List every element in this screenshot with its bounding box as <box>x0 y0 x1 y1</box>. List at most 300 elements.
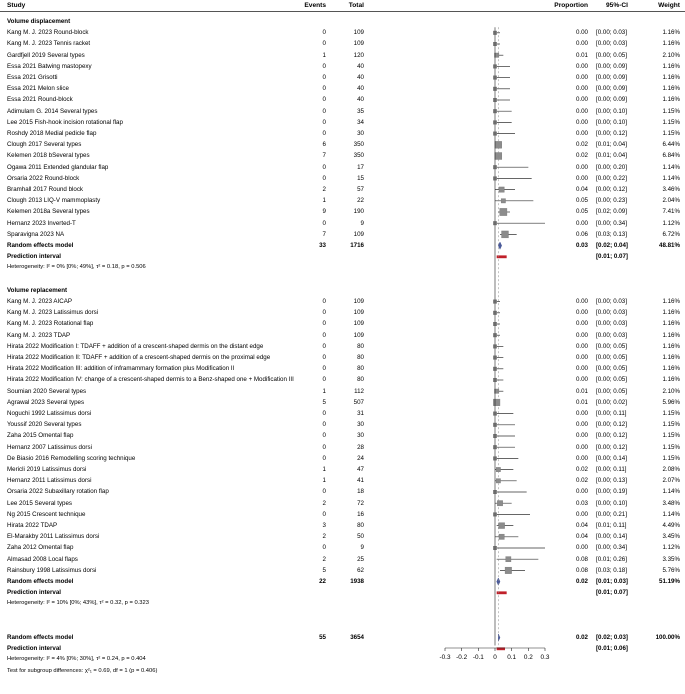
weight-value: 5.96% <box>662 398 680 406</box>
weight-value: 1.15% <box>662 118 680 126</box>
ci-value: [0.00; 0.09] <box>596 96 627 104</box>
weight-value: 1.14% <box>662 510 680 518</box>
weight-value: 1.16% <box>662 74 680 81</box>
events-value: 0 <box>322 421 326 429</box>
ci-value: [0.00; 0.03] <box>596 320 627 328</box>
total-value: 190 <box>353 208 364 216</box>
weight-value: 2.07% <box>662 477 680 485</box>
study-label: Essa 2021 Grisotti <box>7 74 58 81</box>
ci-value: [0.00; 0.05] <box>596 342 627 350</box>
proportion-value: 0.00 <box>575 488 588 496</box>
study-label: Bramhall 2017 Round block <box>7 186 84 193</box>
ci-value: [0.01; 0.26] <box>596 555 627 563</box>
study-column-header: Study <box>7 2 26 9</box>
total-value: 80 <box>357 342 364 350</box>
weight-value: 1.16% <box>662 29 680 37</box>
weight-value: 2.10% <box>662 387 680 395</box>
proportion-value: 0.01 <box>575 387 588 395</box>
total-value: 3654 <box>350 634 364 641</box>
total-value: 80 <box>357 365 364 373</box>
study-square <box>493 399 500 406</box>
proportion-value: 0.00 <box>575 443 588 451</box>
weight-value: 1.12% <box>662 544 680 552</box>
weight-value: 1.15% <box>662 421 680 429</box>
proportion-value: 0.02 <box>575 152 588 160</box>
proportion-value: 0.00 <box>575 376 588 384</box>
total-value: 15 <box>357 174 364 182</box>
study-label: Essa 2021 Round-block <box>7 96 73 104</box>
events-value: 0 <box>322 544 326 552</box>
events-value: 0 <box>322 219 326 227</box>
total-value: 40 <box>357 85 364 93</box>
total-value: 80 <box>357 522 364 529</box>
ci-value: [0.00; 0.12] <box>596 432 627 440</box>
proportion-value: 0.00 <box>575 410 588 417</box>
weight-value: 1.16% <box>662 365 680 373</box>
ci-value: [0.00; 0.10] <box>596 499 627 507</box>
ci-value: [0.03; 0.18] <box>596 566 627 574</box>
total-value: 112 <box>354 387 364 395</box>
ci-value: [0.00; 0.03] <box>596 40 627 48</box>
x-tick-label: -0.1 <box>472 654 484 661</box>
total-value: 80 <box>357 376 364 384</box>
study-label: Sparavigna 2023 NA <box>7 230 65 238</box>
study-square <box>499 187 504 192</box>
proportion-value: 0.05 <box>575 208 588 216</box>
events-value: 5 <box>322 398 326 406</box>
study-label: Orsaria 2022 Subaxillary rotation flap <box>7 488 109 496</box>
study-label: Noguchi 1992 Latissimus dorsi <box>7 410 92 417</box>
ci-value: [0.00; 0.09] <box>596 74 627 81</box>
events-value: 0 <box>322 96 326 104</box>
proportion-value: 0.00 <box>575 85 588 93</box>
study-label: Hernanz 2023 Inverted-T <box>7 219 76 227</box>
total-value: 109 <box>353 230 364 238</box>
proportion-value: 0.00 <box>575 74 588 81</box>
weight-value: 6.44% <box>662 141 680 149</box>
total-value: 25 <box>357 555 364 563</box>
events-value: 3 <box>322 522 326 529</box>
x-tick-label: -0.2 <box>456 654 468 661</box>
proportion-value: 0.00 <box>575 130 588 137</box>
proportion-value: 0.04 <box>575 186 588 193</box>
weight-column-header: Weight <box>658 2 680 9</box>
total-value: 350 <box>353 152 364 160</box>
weight-value: 4.49% <box>662 522 680 529</box>
events-value: 0 <box>322 298 326 305</box>
study-label: Soumian 2020 Several types <box>7 387 87 395</box>
total-value: 350 <box>353 141 364 149</box>
study-label: Hirata 2022 Modification II: TDAFF + addition of a crescent-shaped dermis on the proximal edge <box>7 354 271 361</box>
proportion-value: 0.03 <box>575 242 588 249</box>
study-label: Hirata 2022 Modification IV: change of a crescent-shaped dermis to a Benz-shaped one + Modification III <box>7 376 294 384</box>
total-value: 40 <box>357 62 364 70</box>
events-value: 0 <box>322 410 326 417</box>
x-tick-label: 0.3 <box>540 654 550 661</box>
study-label: Kang M. J. 2023 Round-block <box>7 29 89 37</box>
proportion-value: 0.00 <box>575 421 588 429</box>
heterogeneity-note: Heterogeneity: I² = 10% [0%; 43%], τ² = 0.32, p = 0.323 <box>7 600 149 607</box>
weight-value: 1.16% <box>662 320 680 328</box>
ci-value: [0.00; 0.03] <box>596 309 627 317</box>
ci-value: [0.01; 0.04] <box>596 152 627 160</box>
study-label: Almasad 2008 Local flaps <box>7 555 78 563</box>
proportion-value: 0.00 <box>575 320 588 328</box>
events-value: 0 <box>322 488 326 496</box>
events-value: 0 <box>322 320 326 328</box>
ci-value: [0.00; 0.14] <box>596 533 627 541</box>
ci-value: [0.00; 0.22] <box>596 174 627 182</box>
prediction-label: Prediction interval <box>7 645 61 653</box>
weight-value: 51.19% <box>659 578 680 585</box>
ci-value: [0.00; 0.05] <box>596 365 627 373</box>
weight-value: 3.35% <box>662 555 680 563</box>
total-value: 57 <box>357 186 364 193</box>
total-value: 18 <box>357 488 364 496</box>
total-value: 62 <box>357 566 364 574</box>
study-label: Orsaria 2022 Round-block <box>7 174 80 182</box>
events-value: 1 <box>322 197 326 205</box>
events-value: 0 <box>322 118 326 126</box>
study-label: Roshdy 2018 Medial pedicle flap <box>7 130 97 137</box>
weight-value: 1.16% <box>662 309 680 317</box>
ci-value: [0.00; 0.10] <box>596 118 627 126</box>
events-value: 0 <box>322 454 326 462</box>
weight-value: 1.15% <box>662 107 680 115</box>
ci-value: [0.00; 0.05] <box>596 376 627 384</box>
events-value: 2 <box>322 533 326 541</box>
weight-value: 1.15% <box>662 443 680 451</box>
ci-value: [0.00; 0.11] <box>596 466 627 473</box>
study-label: Kang M. J. 2023 TDAP <box>7 331 71 339</box>
proportion-value: 0.00 <box>575 544 588 552</box>
weight-value: 7.41% <box>662 208 680 216</box>
events-value: 0 <box>322 342 326 350</box>
events-value: 0 <box>322 40 326 48</box>
summary-diamond <box>498 242 501 249</box>
study-square <box>502 231 509 238</box>
proportion-value: 0.06 <box>575 230 588 238</box>
ci-value: [0.00; 0.14] <box>596 454 627 462</box>
events-value: 22 <box>319 578 326 585</box>
proportion-value: 0.02 <box>575 466 588 473</box>
events-value: 0 <box>322 29 326 37</box>
study-label: Essa 2021 Melon slice <box>7 85 69 93</box>
events-value: 0 <box>322 107 326 115</box>
total-value: 120 <box>353 51 364 59</box>
total-value: 9 <box>360 544 364 552</box>
weight-value: 1.16% <box>662 85 680 93</box>
total-column-header: Total <box>348 2 364 9</box>
proportion-value: 0.00 <box>575 298 588 305</box>
ci-value: [0.00; 0.13] <box>596 477 627 485</box>
proportion-value: 0.00 <box>575 309 588 317</box>
weight-value: 1.16% <box>662 354 680 361</box>
heterogeneity-note: Heterogeneity: I² = 4% [0%; 30%], τ² = 0.24, p = 0.404 <box>7 656 146 663</box>
summary-label: Random effects model <box>7 634 74 641</box>
proportion-value: 0.04 <box>575 522 588 529</box>
total-value: 41 <box>357 477 364 485</box>
events-value: 1 <box>322 51 326 59</box>
ci-value: [0.00; 0.10] <box>596 107 627 115</box>
weight-value: 6.72% <box>662 230 680 238</box>
ci-value: [0.00; 0.34] <box>596 219 627 227</box>
events-value: 2 <box>322 499 326 507</box>
prediction-label: Prediction interval <box>7 589 61 597</box>
ci-value: [0.01; 0.07] <box>596 589 628 597</box>
subgroup-heading: Volume displacement <box>7 18 71 25</box>
total-value: 9 <box>360 219 364 227</box>
study-label: Essa 2021 Batwing mastopexy <box>7 62 92 70</box>
proportion-value: 0.02 <box>575 634 588 641</box>
proportion-value: 0.00 <box>575 96 588 104</box>
study-label: Kang M. J. 2023 Tennis racket <box>7 40 91 48</box>
events-value: 0 <box>322 74 326 81</box>
study-square <box>506 557 511 562</box>
ci-value: [0.00; 0.19] <box>596 488 627 496</box>
weight-value: 5.76% <box>662 566 680 574</box>
total-value: 16 <box>357 510 364 518</box>
ci-value: [0.03; 0.13] <box>596 230 627 238</box>
proportion-value: 0.00 <box>575 118 588 126</box>
weight-value: 1.16% <box>662 298 680 305</box>
events-value: 0 <box>322 376 326 384</box>
study-label: Rainsbury 1998 Latissimus dorsi <box>7 566 97 574</box>
study-label: Youssif 2020 Several types <box>7 421 82 429</box>
proportion-value: 0.00 <box>575 29 588 37</box>
ci-value: [0.00; 0.11] <box>596 410 627 417</box>
total-value: 40 <box>357 74 364 81</box>
events-value: 1 <box>322 466 326 473</box>
weight-value: 6.84% <box>662 152 680 160</box>
study-label: Hernanz 2007 Latissimus dorsi <box>7 443 92 451</box>
events-value: 5 <box>322 566 326 574</box>
events-value: 0 <box>322 309 326 317</box>
study-label: Lee 2015 Fish-hook incision rotational flap <box>7 118 123 126</box>
weight-value: 2.10% <box>662 51 680 59</box>
weight-value: 1.16% <box>662 62 680 70</box>
weight-value: 1.14% <box>662 174 680 182</box>
ci-value: [0.02; 0.09] <box>596 208 627 216</box>
ci-value: [0.02; 0.03] <box>596 634 628 641</box>
total-value: 1938 <box>350 578 364 585</box>
total-value: 30 <box>357 421 364 429</box>
total-value: 22 <box>357 197 364 205</box>
events-value: 0 <box>322 130 326 137</box>
weight-value: 2.08% <box>662 466 680 473</box>
total-value: 109 <box>353 40 364 48</box>
weight-value: 1.16% <box>662 40 680 48</box>
ci-value: [0.00; 0.12] <box>596 186 627 193</box>
total-value: 30 <box>357 130 364 137</box>
proportion-value: 0.00 <box>575 62 588 70</box>
total-value: 34 <box>357 118 364 126</box>
events-value: 0 <box>322 62 326 70</box>
x-tick-label: -0.3 <box>439 654 451 661</box>
ci-value: [0.00; 0.05] <box>596 387 627 395</box>
events-value: 1 <box>322 477 326 485</box>
events-value: 0 <box>322 163 326 171</box>
study-label: Ng 2015 Crescent technique <box>7 510 86 518</box>
study-label: El-Marakby 2011 Latissimus dorsi <box>7 533 100 541</box>
ci-value: [0.01; 0.11] <box>596 522 627 529</box>
weight-value: 1.16% <box>662 331 680 339</box>
events-value: 0 <box>322 174 326 182</box>
weight-value: 3.45% <box>662 533 680 541</box>
weight-value: 1.15% <box>662 454 680 462</box>
proportion-value: 0.08 <box>575 555 588 563</box>
ci-value: [0.02; 0.04] <box>596 242 628 249</box>
study-label: Kang M. J. 2023 Latissimus dorsi <box>7 309 99 317</box>
events-value: 0 <box>322 510 326 518</box>
ci-value: [0.00; 0.03] <box>596 298 627 305</box>
total-value: 109 <box>353 309 364 317</box>
weight-value: 1.15% <box>662 130 680 137</box>
study-label: Clough 2017 Several types <box>7 141 82 149</box>
total-value: 50 <box>357 533 364 541</box>
ci-value: [0.01; 0.04] <box>596 141 627 149</box>
ci-column-header: 95%-CI <box>606 2 628 9</box>
study-label: Hirata 2022 TDAP <box>7 522 58 529</box>
study-label: Clough 2013 LIQ-V mammoplasty <box>7 197 101 205</box>
study-square <box>501 199 505 203</box>
study-label: Hirata 2022 Modification I: TDAFF + addition of a crescent-shaped dermis on the distant edge <box>7 342 264 350</box>
total-value: 109 <box>353 320 364 328</box>
total-value: 24 <box>357 454 364 462</box>
total-value: 109 <box>353 29 364 37</box>
ci-value: [0.00; 0.09] <box>596 62 627 70</box>
proportion-value: 0.02 <box>575 141 588 149</box>
study-label: Lee 2015 Several types <box>7 499 73 507</box>
proportion-value: 0.00 <box>575 354 588 361</box>
weight-value: 1.12% <box>662 219 680 227</box>
events-value: 9 <box>322 208 326 216</box>
ci-value: [0.00; 0.12] <box>596 421 627 429</box>
proportion-value: 0.00 <box>575 174 588 182</box>
ci-value: [0.00; 0.23] <box>596 197 627 205</box>
ci-value: [0.01; 0.06] <box>596 645 628 653</box>
study-square <box>505 567 511 573</box>
events-value: 2 <box>322 186 326 193</box>
proportion-value: 0.04 <box>575 533 588 541</box>
weight-value: 3.46% <box>662 186 680 193</box>
events-value: 2 <box>322 555 326 563</box>
total-value: 28 <box>357 443 364 451</box>
total-value: 80 <box>357 354 364 361</box>
total-value: 47 <box>357 466 364 473</box>
ci-value: [0.00; 0.03] <box>596 29 627 37</box>
study-label: De Biasio 2016 Remodelling scoring technique <box>7 454 136 462</box>
events-value: 55 <box>319 634 326 641</box>
total-value: 30 <box>357 432 364 440</box>
ci-value: [0.00; 0.21] <box>596 510 627 518</box>
events-value: 0 <box>322 365 326 373</box>
proportion-value: 0.03 <box>575 499 588 507</box>
study-label: Kelemen 2018 bSeveral types <box>7 152 90 160</box>
weight-value: 100.00% <box>655 634 680 641</box>
ci-value: [0.00; 0.20] <box>596 163 627 171</box>
study-label: Kang M. J. 2023 Rotational flap <box>7 320 94 328</box>
x-tick-label: 0.2 <box>523 654 533 661</box>
proportion-value: 0.00 <box>575 331 588 339</box>
study-label: Zaha 2012 Omental flap <box>7 544 74 552</box>
weight-value: 2.04% <box>662 197 680 205</box>
study-label: Zaha 2015 Omental flap <box>7 432 74 440</box>
total-value: 507 <box>353 398 364 406</box>
weight-value: 1.14% <box>662 488 680 496</box>
study-label: Hirata 2022 Modification III: addition of inframammary formation plus Modification II <box>7 365 235 373</box>
ci-value: [0.00; 0.12] <box>596 130 627 137</box>
proportion-value: 0.02 <box>575 578 588 585</box>
ci-value: [0.00; 0.09] <box>596 85 627 93</box>
subgroup-heading: Volume replacement <box>7 286 68 294</box>
total-value: 1716 <box>350 242 364 249</box>
weight-value: 1.16% <box>662 376 680 384</box>
events-value: 7 <box>322 152 326 160</box>
total-value: 109 <box>353 331 364 339</box>
events-value: 0 <box>322 85 326 93</box>
total-value: 35 <box>357 107 364 115</box>
x-tick-label: 0 <box>493 654 497 661</box>
study-square <box>499 534 504 539</box>
events-value: 0 <box>322 331 326 339</box>
proportion-value: 0.02 <box>575 477 588 485</box>
proportion-value: 0.00 <box>575 40 588 48</box>
proportion-column-header: Proportion <box>554 2 588 9</box>
total-value: 17 <box>357 163 364 171</box>
heterogeneity-note: Heterogeneity: I² = 0% [0%; 49%], τ² = 0.18, p = 0.506 <box>7 264 146 271</box>
summary-label: Random effects model <box>7 578 74 585</box>
events-value: 1 <box>322 387 326 395</box>
x-tick-label: 0.1 <box>507 654 517 661</box>
proportion-value: 0.00 <box>575 163 588 171</box>
weight-value: 48.81% <box>659 242 680 249</box>
proportion-value: 0.00 <box>575 510 588 518</box>
proportion-value: 0.00 <box>575 454 588 462</box>
proportion-value: 0.00 <box>575 107 588 115</box>
events-value: 7 <box>322 230 326 238</box>
proportion-value: 0.00 <box>575 342 588 350</box>
study-label: Agrawal 2023 Several types <box>7 398 85 406</box>
ci-value: [0.00; 0.05] <box>596 51 627 59</box>
events-value: 33 <box>319 242 326 249</box>
weight-value: 3.48% <box>662 499 680 507</box>
weight-value: 1.15% <box>662 432 680 440</box>
total-value: 40 <box>357 96 364 104</box>
study-label: Ogawa 2011 Extended glandular flap <box>7 163 109 171</box>
study-label: Kelemen 2018a Several types <box>7 208 90 216</box>
weight-value: 1.15% <box>662 410 680 417</box>
proportion-value: 0.05 <box>575 197 588 205</box>
study-label: Hernanz 2011 Latissimus dorsi <box>7 477 92 485</box>
study-square <box>499 523 505 529</box>
ci-value: [0.01; 0.03] <box>596 578 628 585</box>
proportion-value: 0.08 <box>575 566 588 574</box>
total-value: 109 <box>353 298 364 305</box>
study-label: Gardfjell 2019 Several types <box>7 51 85 59</box>
proportion-value: 0.01 <box>575 398 588 406</box>
study-label: Mericli 2019 Latissimus dorsi <box>7 466 87 473</box>
proportion-value: 0.00 <box>575 365 588 373</box>
total-value: 31 <box>357 410 364 417</box>
ci-value: [0.00; 0.02] <box>596 398 627 406</box>
weight-value: 1.16% <box>662 96 680 104</box>
proportion-value: 0.01 <box>575 51 588 59</box>
study-label: Kang M. J. 2023 AICAP <box>7 298 73 305</box>
study-label: Adimulam G. 2014 Several types <box>7 107 98 115</box>
events-column-header: Events <box>304 2 326 9</box>
ci-value: [0.00; 0.12] <box>596 443 627 451</box>
